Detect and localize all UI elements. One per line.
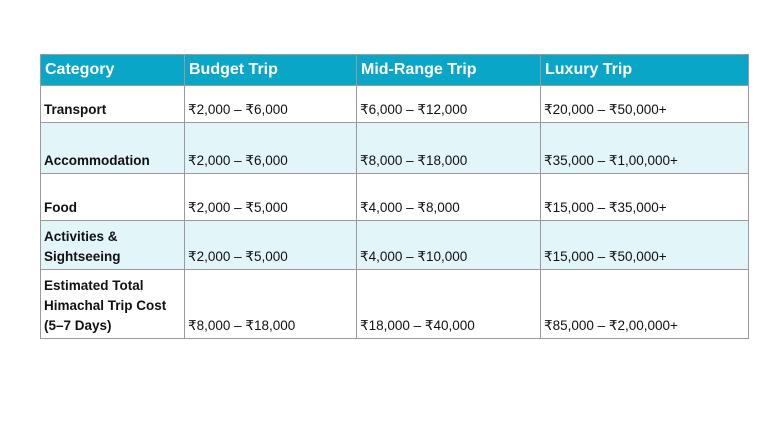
luxury-cost: ₹35,000 – ₹1,00,000+ xyxy=(541,123,749,174)
budget-cost: ₹8,000 – ₹18,000 xyxy=(185,270,357,339)
table-row-activities xyxy=(41,221,749,270)
mid-range-cost: ₹4,000 – ₹8,000 xyxy=(357,174,541,221)
budget-cost: ₹2,000 – ₹5,000 xyxy=(185,221,357,270)
header-mid-range-trip: Mid-Range Trip xyxy=(357,55,541,86)
row-category: Estimated Total Himachal Trip Cost (5–7 Days) xyxy=(41,270,185,339)
row-category: Accommodation xyxy=(41,123,185,174)
header-budget-trip: Budget Trip xyxy=(185,55,357,86)
row-category: Transport xyxy=(41,86,185,123)
row-category: Food xyxy=(41,174,185,221)
mid-range-cost: ₹4,000 – ₹10,000 xyxy=(357,221,541,270)
luxury-cost: ₹20,000 – ₹50,000+ xyxy=(541,86,749,123)
row-category: Activities & Sightseeing xyxy=(41,221,185,270)
mid-range-cost: ₹18,000 – ₹40,000 xyxy=(357,270,541,339)
mid-range-cost: ₹8,000 – ₹18,000 xyxy=(357,123,541,174)
mid-range-cost: ₹6,000 – ₹12,000 xyxy=(357,86,541,123)
table-header-row xyxy=(41,55,749,86)
luxury-cost: ₹15,000 – ₹50,000+ xyxy=(541,221,749,270)
budget-cost: ₹2,000 – ₹6,000 xyxy=(185,123,357,174)
table-row-food xyxy=(41,174,749,221)
luxury-cost: ₹15,000 – ₹35,000+ xyxy=(541,174,749,221)
trip-cost-table xyxy=(40,54,749,339)
header-category: Category xyxy=(41,55,185,86)
table-row-accommodation xyxy=(41,123,749,174)
budget-cost: ₹2,000 – ₹5,000 xyxy=(185,174,357,221)
table-row-estimated-total xyxy=(41,270,749,339)
header-luxury-trip: Luxury Trip xyxy=(541,55,749,86)
luxury-cost: ₹85,000 – ₹2,00,000+ xyxy=(541,270,749,339)
table-row-transport xyxy=(41,86,749,123)
budget-cost: ₹2,000 – ₹6,000 xyxy=(185,86,357,123)
